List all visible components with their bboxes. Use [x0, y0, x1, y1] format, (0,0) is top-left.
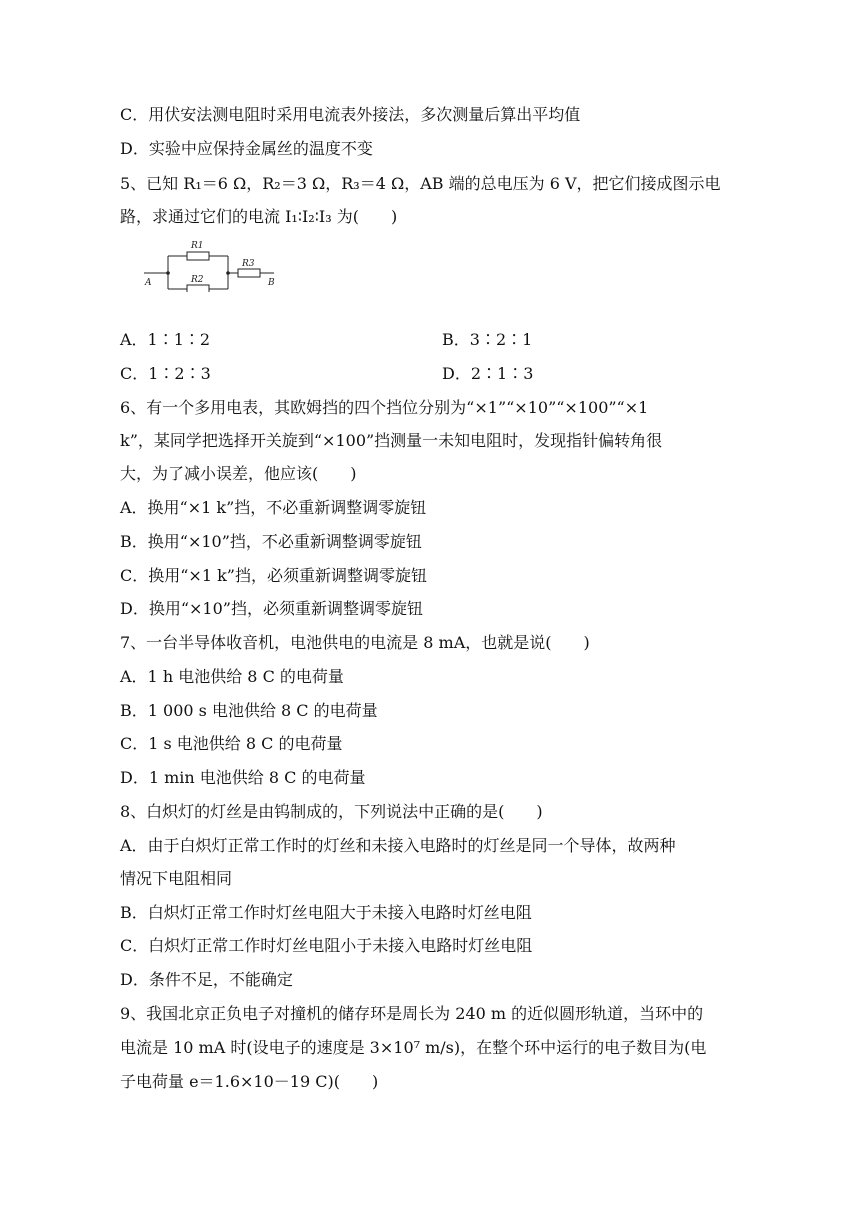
q6-option-a: A．换用“×1 k”挡，不必重新调整调零旋钮 — [120, 498, 427, 517]
q8-option-a-line2: 情况下电阻相同 — [120, 869, 233, 888]
q7-option-b: B．1 000 s 电池供给 8 C 的电荷量 — [120, 701, 378, 720]
q6-option-b: B．换用“×10”挡，不必重新调整调零旋钮 — [120, 532, 422, 551]
q6-option-c: C．换用“×1 k”挡，必须重新调整调零旋钮 — [120, 566, 427, 585]
label-r1: R1 — [191, 241, 204, 251]
label-a: A — [145, 278, 152, 288]
q7-option-d: D．1 min 电池供给 8 C 的电荷量 — [120, 768, 366, 787]
q8-option-a-line1: A．由于白炽灯正常工作时的灯丝和未接入电路时的灯丝是同一个导体，故两种 — [120, 836, 676, 855]
q5-option-d: D．2∶1∶3 — [442, 364, 534, 383]
resistor-r3 — [238, 269, 260, 277]
q6-stem-line3: 大，为了减小误差，他应该( ) — [120, 464, 357, 483]
q7-stem: 7、一台半导体收音机，电池供电的电流是 8 mA，也就是说( ) — [120, 633, 590, 652]
q5-stem-line1: 5、已知 R₁＝6 Ω，R₂＝3 Ω，R₃＝4 Ω，AB 端的总电压为 6 V，把它们接成图示电 — [120, 174, 721, 193]
q7-option-c: C．1 s 电池供给 8 C 的电荷量 — [120, 734, 343, 753]
q4-option-c: C．用伏安法测电阻时采用电流表外接法，多次测量后算出平均值 — [120, 105, 581, 124]
resistor-r1 — [187, 252, 209, 260]
q8-option-d: D．条件不足，不能确定 — [120, 970, 293, 989]
q6-option-d: D．换用“×10”挡，必须重新调整调零旋钮 — [120, 599, 423, 618]
q7-option-a: A．1 h 电池供给 8 C 的电荷量 — [120, 667, 344, 686]
q4-option-d: D．实验中应保持金属丝的温度不变 — [120, 139, 373, 158]
q9-stem-line3: 子电荷量 e＝1.6×10－19 C)( ) — [120, 1072, 379, 1091]
resistor-r2 — [187, 285, 209, 292]
node-left — [166, 271, 170, 275]
label-b: B — [268, 278, 275, 288]
label-r3: R3 — [242, 259, 255, 269]
q8-stem: 8、白炽灯的灯丝是由钨制成的，下列说法中正确的是( ) — [120, 802, 543, 821]
circuit-diagram — [140, 236, 290, 292]
q6-stem-line1: 6、有一个多用电表，其欧姆挡的四个挡位分别为“×1”“×10”“×100”“×1 — [120, 398, 649, 417]
label-r2: R2 — [191, 275, 204, 285]
q6-stem-line2: k”，某同学把选择开关旋到“×100”挡测量一未知电阻时，发现指针偏转角很 — [120, 431, 663, 450]
q5-stem-line2: 路，求通过它们的电流 I₁∶I₂∶I₃ 为( ) — [120, 207, 398, 226]
q8-option-b: B．白炽灯正常工作时灯丝电阻大于未接入电路时灯丝电阻 — [120, 903, 532, 922]
q5-option-a: A．1∶1∶2 — [120, 330, 211, 349]
q5-option-c: C．1∶2∶3 — [120, 364, 211, 383]
q9-stem-line2: 电流是 10 mA 时(设电子的速度是 3×10⁷ m/s)，在整个环中运行的电子数目为(电 — [120, 1038, 707, 1057]
q9-stem-line1: 9、我国北京正负电子对撞机的储存环是周长为 240 m 的近似圆形轨道，当环中的 — [120, 1004, 704, 1023]
q8-option-c: C．白炽灯正常工作时灯丝电阻小于未接入电路时灯丝电阻 — [120, 936, 533, 955]
node-right — [226, 271, 230, 275]
q5-option-b: B．3∶2∶1 — [442, 330, 533, 349]
